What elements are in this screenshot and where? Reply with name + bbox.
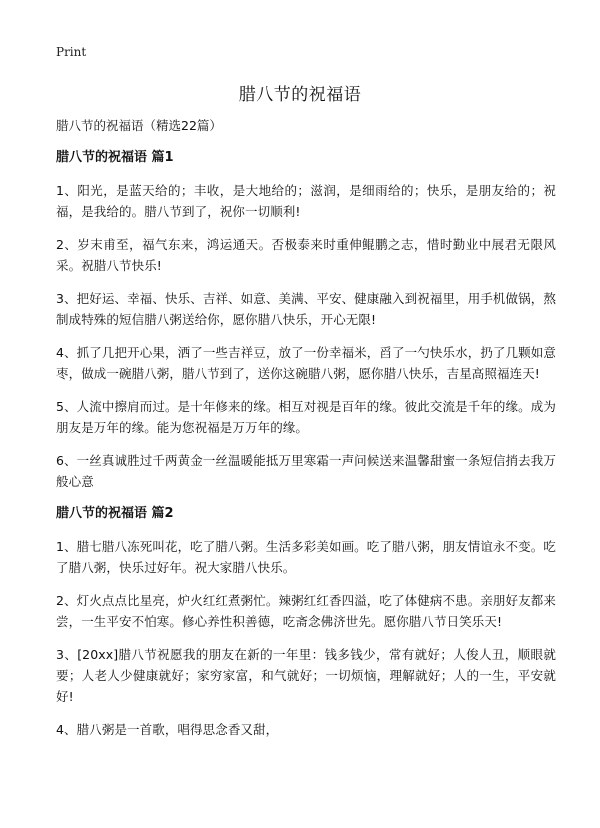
- page-title: 腊八节的祝福语: [238, 85, 362, 105]
- document-body: [56, 116, 556, 752]
- paragraph: 5、人流中擦肩而过。是十年修来的缘。相互对视是百年的缘。彼此交流是千年的缘。成为朋友是万年的缘。能为您祝福是万万年的缘。: [56, 399, 556, 435]
- paragraph: 2、岁末甫至，福气东来，鸿运通天。否极泰来时重伸鲲鹏之志，惜时勤业中展君无限风采。祝腊八节快乐!: [56, 237, 556, 273]
- paragraph: 4、抓了几把开心果，洒了一些吉祥豆，放了一份幸福米，舀了一勺快乐水，扔了几颗如意枣，做成一碗腊八粥，腊八节到了，送你这碗腊八粥，愿你腊八快乐，吉星高照福连天!: [56, 345, 556, 381]
- print-link[interactable]: Print: [56, 45, 87, 59]
- paragraph: 1、腊七腊八冻死叫花，吃了腊八粥。生活多彩美如画。吃了腊八粥，朋友情谊永不变。吃了腊八粥，快乐过好年。祝大家腊八快乐。: [56, 539, 556, 575]
- paragraph: 1、阳光，是蓝天给的；丰收，是大地给的；滋润，是细雨给的；快乐，是朋友给的；祝福，是我给的。腊八节到了，祝你一切顺利!: [56, 183, 556, 219]
- section-heading-2: 腊八节的祝福语 篇2: [56, 506, 174, 521]
- paragraph: 6、一丝真诚胜过千两黄金一丝温暖能抵万里寒霜一声问候送来温馨甜蜜一条短信捎去我万般心意: [56, 453, 556, 489]
- section-heading-1: 腊八节的祝福语 篇1: [56, 150, 174, 165]
- paragraph: 4、腊八粥是一首歌，唱得思念香又甜，: [56, 722, 279, 737]
- document-subtitle: 腊八节的祝福语（精选22篇）: [56, 118, 222, 133]
- paragraph: 3、把好运、幸福、快乐、吉祥、如意、美满、平安、健康融入到祝福里，用手机做锅，熬制成特殊的短信腊八粥送给你，愿你腊八快乐，开心无限!: [56, 291, 556, 327]
- paragraph: 2、灯火点点比星亮，炉火红红煮粥忙。辣粥红红香四溢，吃了体健病不患。亲朋好友都来尝，一生平安不怕寒。修心养性积善德，吃斋念佛济世先。愿你腊八节日笑乐天!: [56, 593, 556, 629]
- paragraph: 3、[20xx]腊八节祝愿我的朋友在新的一年里：钱多钱少，常有就好；人俊人丑，顺眼就要；人老人少健康就好；家穷家富，和气就好；一切烦恼，理解就好；人的一生，平安就好!: [56, 647, 556, 704]
